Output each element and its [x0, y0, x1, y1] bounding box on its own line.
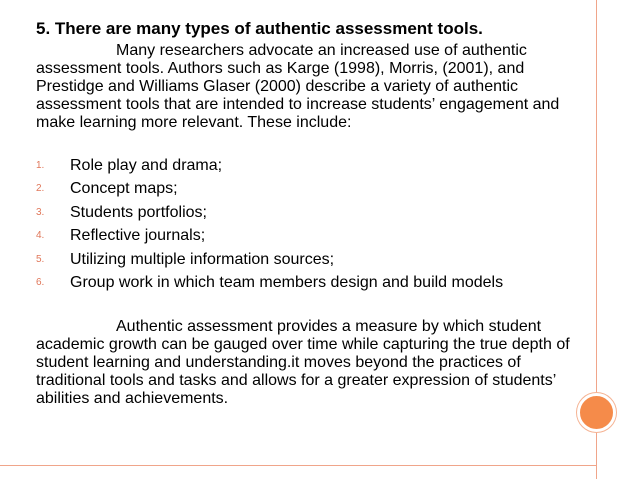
slide-heading: 5. There are many types of authentic assessment tools. [36, 19, 483, 38]
list-item-text: Utilizing multiple information sources; [70, 250, 335, 268]
list-item-number: 3. [36, 206, 45, 218]
intro-paragraph [36, 42, 592, 132]
list-item-text: Role play and drama; [70, 157, 223, 174]
list-item-text: Reflective journals; [70, 227, 206, 245]
list-item [36, 177, 592, 200]
list-item [36, 154, 592, 177]
list-item-number: 2. [36, 183, 45, 195]
tools-list [36, 154, 592, 294]
list-item-number: 6. [36, 277, 45, 289]
list-item [36, 201, 592, 224]
list-item-number: 4. [36, 230, 45, 242]
list-item-number: 1. [36, 160, 45, 171]
slide-content [36, 18, 592, 408]
list-item [36, 224, 592, 247]
list-item [36, 248, 592, 271]
list-item-text: Concept maps; [70, 180, 178, 198]
conclusion-paragraph [36, 318, 592, 408]
list-item-number: 5. [36, 253, 45, 265]
conclusion-text: Authentic assessment provides a measure by which student academic growth can be gauged over time while capturing the true depth of student learning and understanding.it moves beyond the practices of traditional tools and tasks and allows for a greater expression of students’ abilities and achievements. [36, 318, 570, 408]
bottom-border-line [0, 465, 597, 466]
list-item [36, 271, 592, 294]
list-item-text: Group work in which team members design and build models [70, 274, 504, 292]
list-item-text: Students portfolios; [70, 203, 207, 221]
intro-text: Many researchers advocate an increased use of authentic assessment tools. Authors such as Karge (1998), Morris, (2001), and Prestidge and Williams Glaser (2000) describe a variety of authentic assessment tools that are intended to increase students’ engagement and make learning more relevant. These include: [36, 42, 560, 131]
